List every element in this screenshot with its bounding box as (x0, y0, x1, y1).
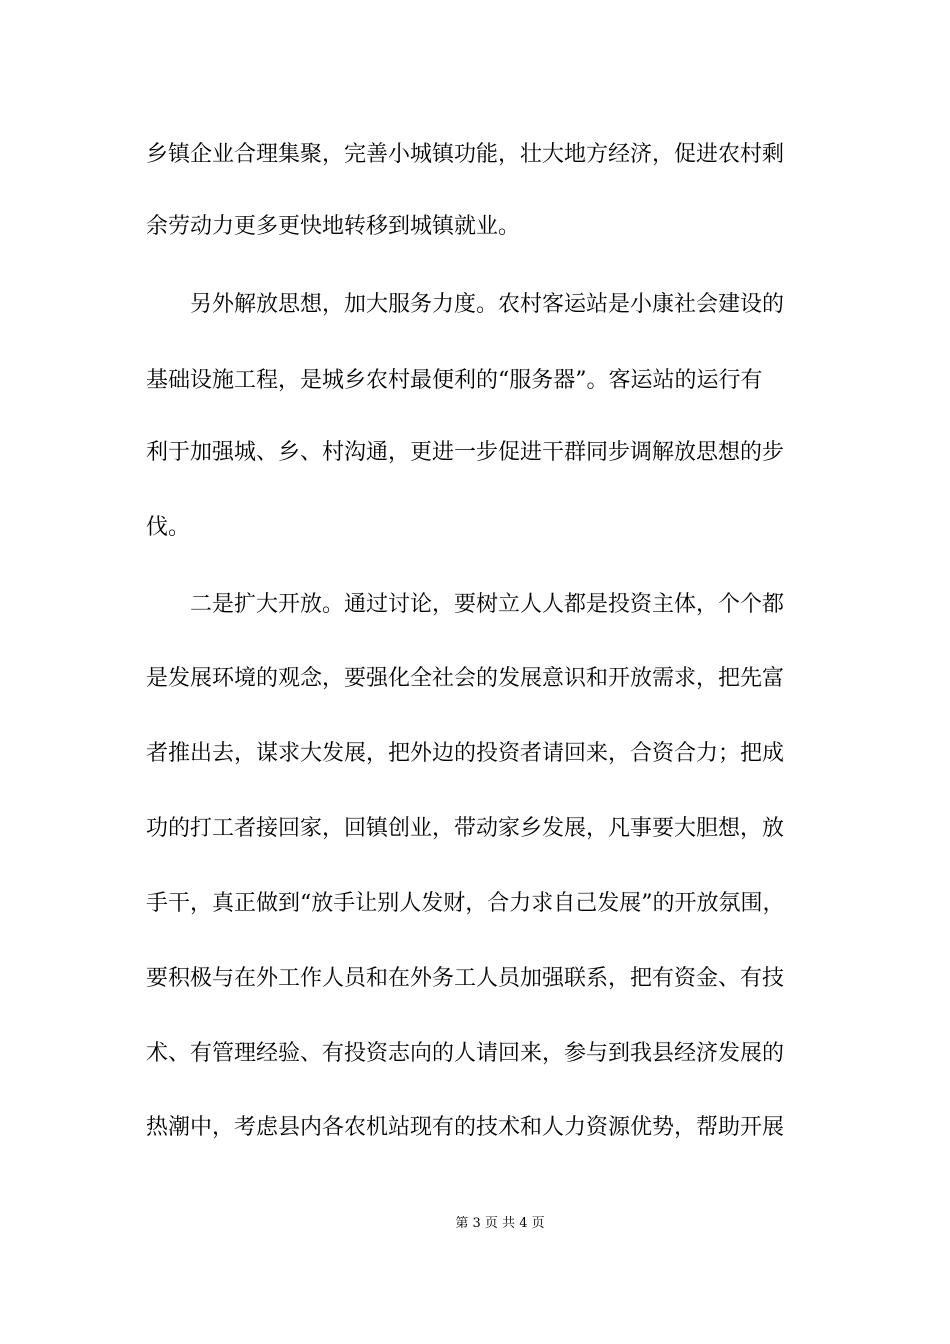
text-line: 余劳动力更多更快地转移到城镇就业。 (146, 214, 521, 239)
text-line: 是发展环境的观念，要强化全社会的发展意识和开放需求，把先富 (146, 666, 785, 691)
text-line: 手干，真正做到“放手让别人发财，合力求自己发展”的开放氛围， (146, 891, 785, 916)
text-line: 术、有管理经验、有投资志向的人请回来，参与到我县经济发展的 (146, 1041, 785, 1066)
text-line: 伐。 (146, 515, 191, 540)
text-line: 功的打工者接回家，回镇创业，带动家乡发展，凡事要大胆想，放 (146, 816, 785, 841)
paragraph-start-line: 二是扩大开放。通过讨论，要树立人人都是投资主体，个个都 (190, 592, 785, 617)
text-line: 利于加强城、乡、村沟通，更进一步促进干群同步调解放思想的步 (146, 440, 785, 465)
text-line: 者推出去，谋求大发展，把外边的投资者请回来，合资合力；把成 (146, 741, 785, 766)
text-line: 要积极与在外工作人员和在外务工人员加强联系，把有资金、有技 (146, 966, 785, 991)
text-line: 乡镇企业合理集聚，完善小城镇功能，壮大地方经济，促进农村剩 (146, 142, 785, 167)
text-line: 基础设施工程，是城乡农村最便利的“服务器”。客运站的运行有 (146, 368, 763, 393)
text-line: 热潮中，考虑县内各农机站现有的技术和人力资源优势，帮助开展 (146, 1115, 785, 1140)
paragraph-start-line: 另外解放思想，加大服务力度。农村客运站是小康社会建设的 (190, 292, 785, 317)
page-number-footer: 第 3 页 共 4 页 (455, 1216, 545, 1231)
